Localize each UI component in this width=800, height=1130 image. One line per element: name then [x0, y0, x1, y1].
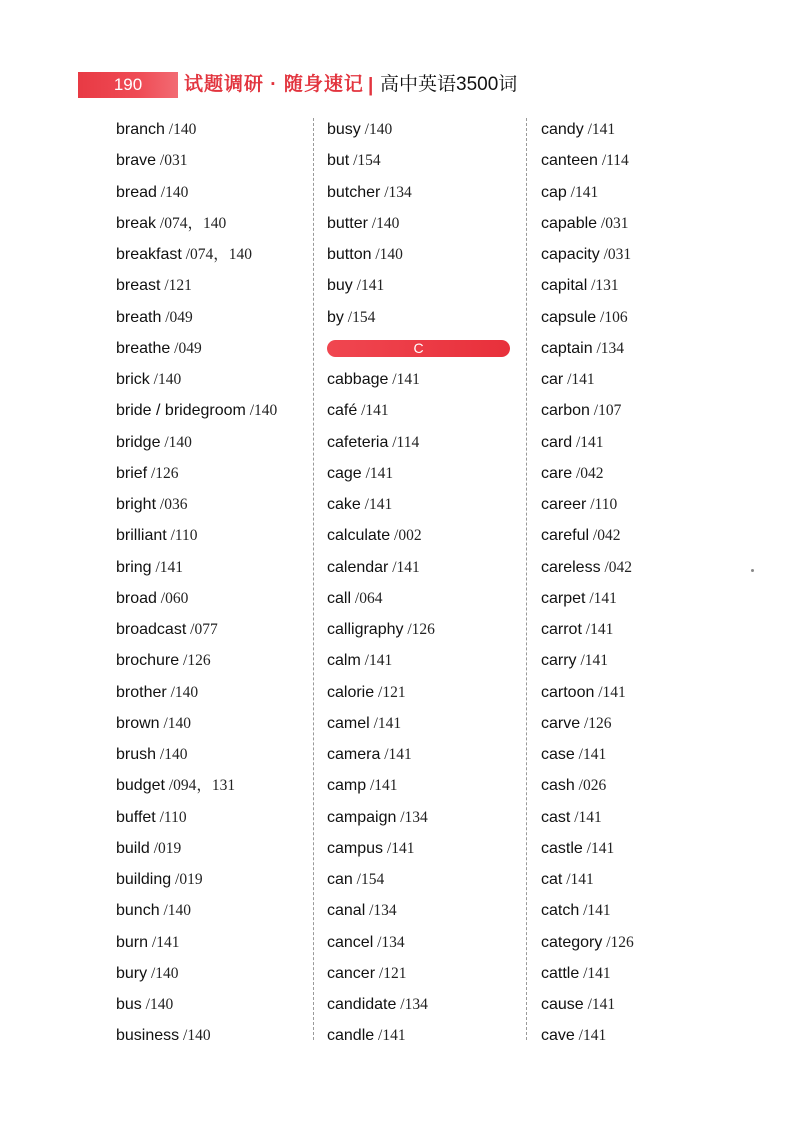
- print-speck: [751, 569, 754, 572]
- headword: care: [541, 464, 573, 482]
- headword: candidate: [327, 996, 397, 1013]
- word-entry: [116, 395, 306, 426]
- page-reference: /126: [602, 933, 634, 951]
- headword: brilliant: [116, 527, 167, 545]
- headword: brush: [116, 746, 157, 763]
- page-reference: /121: [160, 277, 192, 295]
- word-entry: [327, 552, 517, 583]
- page-reference: /141: [581, 621, 614, 638]
- word-entry: [541, 395, 741, 426]
- word-entry: [327, 645, 517, 676]
- word-entry: [116, 645, 306, 676]
- word-entry: [541, 208, 741, 239]
- word-entry: [116, 989, 306, 1020]
- headword: cast: [541, 808, 571, 826]
- page-reference: /141: [570, 808, 602, 826]
- page-reference: /141: [579, 964, 611, 982]
- page-reference: /141: [380, 746, 412, 763]
- word-entry: [116, 145, 306, 176]
- headword: bury: [116, 964, 148, 982]
- headword: bread: [116, 183, 157, 201]
- word-entry: [327, 802, 517, 833]
- page-header: [78, 70, 578, 100]
- word-entry: [327, 364, 517, 395]
- headword: bride / bridegroom: [116, 402, 246, 420]
- headword: careless: [541, 558, 601, 576]
- word-entry: [327, 208, 517, 239]
- page-reference: /140: [164, 121, 197, 138]
- word-entry: [116, 958, 306, 989]
- headword: castle: [541, 839, 583, 857]
- word-entry: [541, 302, 741, 333]
- headword: button: [327, 246, 372, 263]
- word-entry: [327, 145, 517, 176]
- section-letter-bar: C: [327, 340, 510, 357]
- headword: capable: [541, 214, 598, 232]
- page-reference: /141: [369, 714, 402, 732]
- page-reference: /134: [396, 808, 428, 826]
- page-reference: /107: [589, 402, 622, 420]
- word-entry: [116, 1020, 306, 1051]
- word-entry: [116, 489, 306, 520]
- headword: burn: [116, 933, 149, 951]
- word-entry: [116, 333, 306, 364]
- word-entry: [541, 427, 741, 458]
- page-reference: /114: [388, 433, 420, 451]
- page-reference: /141: [352, 277, 385, 295]
- headword: card: [541, 433, 573, 451]
- headword: bring: [116, 558, 152, 576]
- word-entry: [116, 208, 306, 239]
- page-reference: /002: [390, 527, 422, 545]
- word-entry: [116, 708, 306, 739]
- word-entry: [116, 739, 306, 770]
- page-reference: /140: [156, 746, 188, 763]
- page-reference: /131: [587, 277, 619, 295]
- page-reference: /042: [600, 558, 633, 576]
- page-reference: /140: [371, 246, 403, 263]
- word-entry: [541, 145, 741, 176]
- headword: canal: [327, 902, 366, 920]
- page-reference: /094，131: [164, 777, 236, 795]
- page-reference: /141: [562, 871, 594, 888]
- headword: camera: [327, 746, 381, 763]
- headword: busy: [327, 121, 361, 138]
- headword: but: [327, 152, 350, 170]
- headword: camel: [327, 714, 370, 732]
- headword: branch: [116, 121, 165, 138]
- word-entry: [541, 614, 741, 645]
- word-entry: [116, 583, 306, 614]
- page-reference: /019: [171, 871, 203, 888]
- word-entry: [541, 239, 741, 270]
- word-entry: [327, 583, 517, 614]
- headword: cake: [327, 496, 361, 513]
- headword: bus: [116, 996, 142, 1013]
- headword: brochure: [116, 652, 180, 670]
- headword: careful: [541, 527, 590, 545]
- headword: budget: [116, 777, 165, 795]
- page-reference: /141: [383, 839, 415, 857]
- page-reference: /141: [585, 589, 617, 607]
- page-reference: /141: [366, 777, 398, 795]
- page-reference: /141: [374, 1027, 406, 1045]
- headword: brown: [116, 714, 160, 732]
- headword: calm: [327, 652, 361, 670]
- page-reference: /060: [156, 589, 189, 607]
- word-entry: [116, 677, 306, 708]
- word-entry: [327, 708, 517, 739]
- word-entry: [327, 614, 517, 645]
- word-entry: [541, 458, 741, 489]
- page-reference: /126: [179, 652, 211, 670]
- page-reference: /141: [572, 433, 604, 451]
- page-reference: /031: [156, 152, 188, 170]
- word-entry: [116, 927, 306, 958]
- word-entry: [116, 770, 306, 801]
- page-reference: /141: [583, 121, 616, 138]
- word-entry: [541, 927, 741, 958]
- word-entry: [327, 395, 517, 426]
- word-entry: [116, 520, 306, 551]
- word-entry: [327, 677, 517, 708]
- word-entry: [116, 270, 306, 301]
- word-entry: [327, 458, 517, 489]
- headword: career: [541, 496, 587, 513]
- word-entry: [327, 520, 517, 551]
- word-entry: [541, 989, 741, 1020]
- headword: candy: [541, 121, 584, 138]
- page-reference: /126: [403, 621, 435, 638]
- page-reference: /042: [589, 527, 621, 545]
- word-entry: [327, 114, 517, 145]
- word-entry: [541, 708, 741, 739]
- page-reference: /141: [563, 371, 595, 388]
- page-reference: /110: [586, 496, 618, 513]
- word-entry: [116, 833, 306, 864]
- headword: carve: [541, 714, 581, 732]
- page-reference: /154: [343, 308, 376, 326]
- page-reference: /140: [147, 964, 179, 982]
- word-entry: [541, 552, 741, 583]
- headword: campaign: [327, 808, 397, 826]
- headword: buffet: [116, 808, 156, 826]
- headword: calculate: [327, 527, 391, 545]
- word-entry: [327, 864, 517, 895]
- word-entry: [116, 895, 306, 926]
- headword: capital: [541, 277, 588, 295]
- word-entry: [116, 302, 306, 333]
- headword: category: [541, 933, 603, 951]
- word-entry: [541, 489, 741, 520]
- page-reference: /140: [159, 714, 192, 732]
- headword: carbon: [541, 402, 590, 420]
- word-entry: [116, 364, 306, 395]
- headword: carry: [541, 652, 577, 670]
- page-reference: /141: [594, 683, 626, 701]
- headword: by: [327, 308, 344, 326]
- word-entry: [541, 770, 741, 801]
- page-reference: /141: [360, 652, 393, 670]
- headword: breakfast: [116, 246, 182, 263]
- word-entry: [116, 864, 306, 895]
- word-entry: [116, 802, 306, 833]
- page-reference: /134: [592, 339, 625, 357]
- page-reference: /141: [148, 933, 180, 951]
- page-reference: /154: [349, 152, 381, 170]
- page-reference: /140: [179, 1027, 211, 1045]
- page-reference: /031: [597, 214, 629, 232]
- word-entry: [327, 927, 517, 958]
- page-reference: /074，140: [181, 246, 252, 263]
- headword: buy: [327, 277, 353, 295]
- page-reference: /121: [375, 964, 407, 982]
- page-reference: /126: [580, 714, 612, 732]
- page-reference: /140: [141, 996, 174, 1013]
- headword: camp: [327, 777, 367, 795]
- page-reference: /019: [149, 839, 182, 857]
- headword: break: [116, 214, 157, 232]
- page-reference: /140: [367, 214, 400, 232]
- page-reference: /141: [574, 746, 607, 763]
- headword: breathe: [116, 339, 171, 357]
- page-reference: /140: [360, 121, 393, 138]
- page-number-badge: 190: [78, 72, 178, 98]
- headword: cause: [541, 996, 584, 1013]
- page-reference: /121: [374, 683, 406, 701]
- word-entry: [116, 458, 306, 489]
- headword: broadcast: [116, 621, 187, 638]
- page-reference: /141: [360, 496, 393, 513]
- headword: canteen: [541, 152, 598, 170]
- word-entry: [541, 645, 741, 676]
- word-entry: [116, 552, 306, 583]
- word-entry: [327, 833, 517, 864]
- word-column-2: [327, 114, 517, 1052]
- page-reference: /049: [161, 308, 193, 326]
- headword: capacity: [541, 246, 600, 263]
- page-reference: /140: [149, 371, 182, 388]
- page-reference: /026: [574, 777, 607, 795]
- page-reference: /140: [245, 402, 278, 420]
- page-reference: /141: [579, 902, 611, 920]
- headword: cancel: [327, 933, 374, 951]
- headword: cat: [541, 871, 563, 888]
- word-entry: [541, 677, 741, 708]
- page-reference: /141: [582, 839, 615, 857]
- page-reference: /114: [597, 152, 629, 170]
- page-reference: /064: [351, 589, 383, 607]
- word-entry: [327, 895, 517, 926]
- headword: can: [327, 871, 353, 888]
- page-reference: /141: [388, 558, 420, 576]
- headword: calendar: [327, 558, 389, 576]
- word-entry: [541, 583, 741, 614]
- column-divider: [313, 118, 314, 1040]
- headword: calligraphy: [327, 621, 404, 638]
- word-entry: [541, 333, 741, 364]
- headword: business: [116, 1027, 180, 1045]
- headword: breast: [116, 277, 161, 295]
- word-entry: [541, 114, 741, 145]
- headword: case: [541, 746, 575, 763]
- headword: brave: [116, 152, 157, 170]
- page-reference: /141: [151, 558, 184, 576]
- headword: butter: [327, 214, 368, 232]
- word-entry: [327, 427, 517, 458]
- headword: cancer: [327, 964, 376, 982]
- headword: cave: [541, 1027, 575, 1045]
- word-entry: [541, 833, 741, 864]
- page-reference: /141: [361, 464, 394, 482]
- word-entry: [541, 958, 741, 989]
- word-column-3: [541, 114, 741, 1052]
- word-entry: [327, 770, 517, 801]
- headword: carrot: [541, 621, 582, 638]
- word-entry: [327, 1020, 517, 1051]
- headword: broad: [116, 589, 157, 607]
- headword: capsule: [541, 308, 597, 326]
- word-entry: [116, 114, 306, 145]
- header-separator: |: [368, 75, 374, 96]
- word-entry: [327, 239, 517, 270]
- page-reference: /134: [373, 933, 405, 951]
- headword: cattle: [541, 964, 580, 982]
- headword: catch: [541, 902, 580, 920]
- page-reference: /049: [170, 339, 202, 357]
- page-reference: /140: [156, 183, 189, 201]
- headword: cash: [541, 777, 575, 795]
- headword: brick: [116, 371, 150, 388]
- headword: café: [327, 402, 358, 420]
- word-entry: [327, 489, 517, 520]
- page-reference: /074，140: [156, 214, 227, 232]
- headword: brother: [116, 683, 167, 701]
- word-entry: [327, 739, 517, 770]
- page-reference: /031: [599, 246, 632, 263]
- series-title: 试题调研 · 随身速记: [184, 74, 364, 95]
- word-entry: [327, 958, 517, 989]
- headword: captain: [541, 339, 593, 357]
- headword: brief: [116, 464, 148, 482]
- headword: bunch: [116, 902, 160, 920]
- page-reference: /141: [583, 996, 616, 1013]
- page-reference: /134: [380, 183, 412, 201]
- page-reference: /036: [156, 496, 188, 513]
- word-entry: [541, 520, 741, 551]
- headword: campus: [327, 839, 384, 857]
- word-entry: [116, 614, 306, 645]
- word-entry: [541, 739, 741, 770]
- page-reference: /140: [159, 902, 192, 920]
- page-reference: /154: [352, 871, 385, 888]
- page-reference: /110: [155, 808, 187, 826]
- headword: car: [541, 371, 564, 388]
- column-divider: [526, 118, 527, 1040]
- page-reference: /141: [576, 652, 608, 670]
- word-entry: [327, 270, 517, 301]
- word-entry: [541, 895, 741, 926]
- page-reference: /106: [596, 308, 628, 326]
- word-entry: [541, 1020, 741, 1051]
- headword: bright: [116, 496, 157, 513]
- word-entry: [541, 864, 741, 895]
- word-entry: [541, 802, 741, 833]
- headword: cap: [541, 183, 567, 201]
- book-title: 高中英语3500词: [380, 74, 518, 95]
- headword: cage: [327, 464, 362, 482]
- word-entry: [327, 302, 517, 333]
- word-entry: [541, 177, 741, 208]
- headword: build: [116, 839, 150, 857]
- headword: building: [116, 871, 172, 888]
- headword: breath: [116, 308, 162, 326]
- word-entry: [541, 364, 741, 395]
- word-entry: [541, 270, 741, 301]
- word-entry: [327, 989, 517, 1020]
- page-reference: /141: [574, 1027, 607, 1045]
- word-entry: [116, 177, 306, 208]
- page-reference: /134: [396, 996, 428, 1013]
- headword: cafeteria: [327, 433, 389, 451]
- headword: candle: [327, 1027, 375, 1045]
- page-reference: /141: [357, 402, 389, 420]
- page-reference: /140: [160, 433, 192, 451]
- page-reference: /141: [566, 183, 599, 201]
- page-reference: /141: [388, 371, 420, 388]
- page-reference: /077: [186, 621, 218, 638]
- headword: cabbage: [327, 371, 389, 388]
- headword: cartoon: [541, 683, 595, 701]
- page-reference: /140: [166, 683, 199, 701]
- word-entry: [116, 239, 306, 270]
- page-reference: /110: [166, 527, 198, 545]
- page-reference: /126: [147, 464, 179, 482]
- headword: bridge: [116, 433, 161, 451]
- headword: carpet: [541, 589, 586, 607]
- word-entry: [116, 427, 306, 458]
- page-reference: /134: [365, 902, 397, 920]
- headword: butcher: [327, 183, 381, 201]
- headword: calorie: [327, 683, 375, 701]
- word-column-1: [116, 114, 306, 1052]
- headword: call: [327, 589, 352, 607]
- page-reference: /042: [572, 464, 604, 482]
- word-entry: [327, 177, 517, 208]
